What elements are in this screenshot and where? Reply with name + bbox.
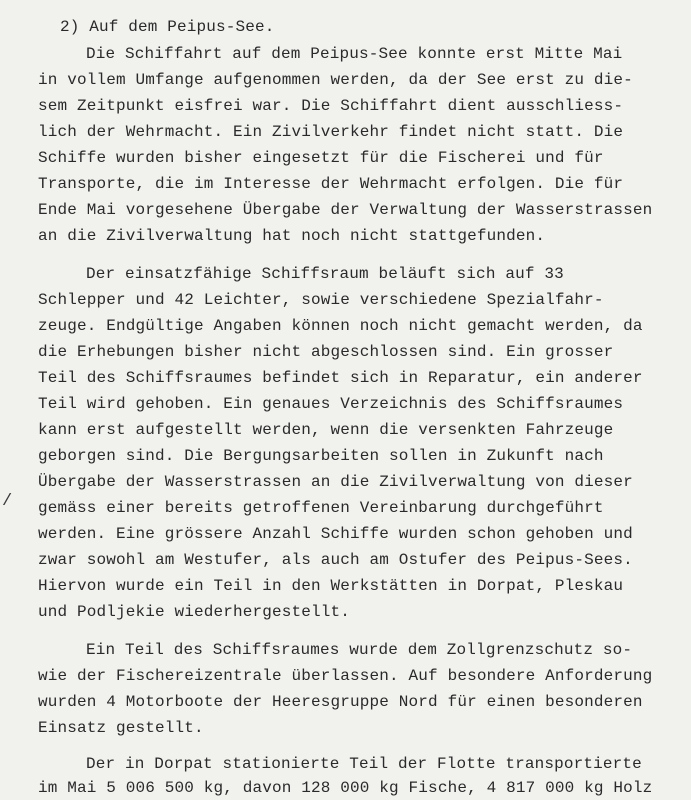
- paragraph-line: Transporte, die im Interesse der Wehrmacht erfolgen. Die für: [38, 175, 624, 193]
- paragraph-line: Die Schiffahrt auf dem Peipus-See konnte erst Mitte Mai: [86, 45, 623, 63]
- paragraph-line: Der einsatzfähige Schiffsraum beläuft sich auf 33: [86, 265, 564, 283]
- paragraph-line: und Podljekie wiederhergestellt.: [38, 603, 351, 621]
- paragraph-line: sem Zeitpunkt eisfrei war. Die Schiffahrt dient ausschliess-: [38, 97, 624, 115]
- paragraph-line: werden. Eine grössere Anzahl Schiffe wurden schon gehoben und: [38, 525, 633, 543]
- paragraph-line: wie der Fischereizentrale überlassen. Auf besondere Anforderung: [38, 667, 653, 685]
- paragraph-line: zeuge. Endgültige Angaben können noch nicht gemacht werden, da: [38, 317, 643, 335]
- paragraph-line: Übergabe der Wasserstrassen an die Zivilverwaltung von dieser: [38, 473, 633, 491]
- paragraph-line: im Mai 5 006 500 kg, davon 128 000 kg Fische, 4 817 000 kg Holz: [38, 779, 653, 797]
- paragraph-line: Einsatz gestellt.: [38, 719, 204, 737]
- paragraph-line: kann erst aufgestellt werden, wenn die versenkten Fahrzeuge: [38, 421, 614, 439]
- paragraph-line: Ende Mai vorgesehene Übergabe der Verwaltung der Wasserstrassen: [38, 201, 653, 219]
- paragraph-line: Hiervon wurde ein Teil in den Werkstätten in Dorpat, Pleskau: [38, 577, 624, 595]
- paragraph-line: in vollem Umfange aufgenommen werden, da der See erst zu die-: [38, 71, 633, 89]
- paragraph-line: wurden 4 Motorboote der Heeresgruppe Nord für einen besonderen: [38, 693, 643, 711]
- paragraph-line: gemäss einer bereits getroffenen Vereinbarung durchgeführt: [38, 499, 604, 517]
- margin-pencil-mark: /: [2, 492, 13, 511]
- paragraph-line: die Erhebungen bisher nicht abgeschlossen sind. Ein grosser: [38, 343, 614, 361]
- paragraph-line: Ein Teil des Schiffsraumes wurde dem Zollgrenzschutz so-: [86, 641, 633, 659]
- paragraph-line: zwar sowohl am Westufer, als auch am Ostufer des Peipus-Sees.: [38, 551, 633, 569]
- paragraph-line: geborgen sind. Die Bergungsarbeiten sollen in Zukunft nach: [38, 447, 604, 465]
- paragraph-line: an die Zivilverwaltung hat noch nicht stattgefunden.: [38, 227, 546, 245]
- section-heading: 2) Auf dem Peipus-See.: [60, 18, 275, 36]
- paragraph-line: Schiffe wurden bisher eingesetzt für die Fischerei und für: [38, 149, 604, 167]
- paragraph-line: lich der Wehrmacht. Ein Zivilverkehr findet nicht statt. Die: [38, 123, 624, 141]
- paragraph-line: Schlepper und 42 Leichter, sowie verschiedene Spezialfahr-: [38, 291, 604, 309]
- paragraph-line: Der in Dorpat stationierte Teil der Flotte transportierte: [86, 755, 642, 773]
- paragraph-line: Teil wird gehoben. Ein genaues Verzeichnis des Schiffsraumes: [38, 395, 624, 413]
- paragraph-line: Teil des Schiffsraumes befindet sich in Reparatur, ein anderer: [38, 369, 643, 387]
